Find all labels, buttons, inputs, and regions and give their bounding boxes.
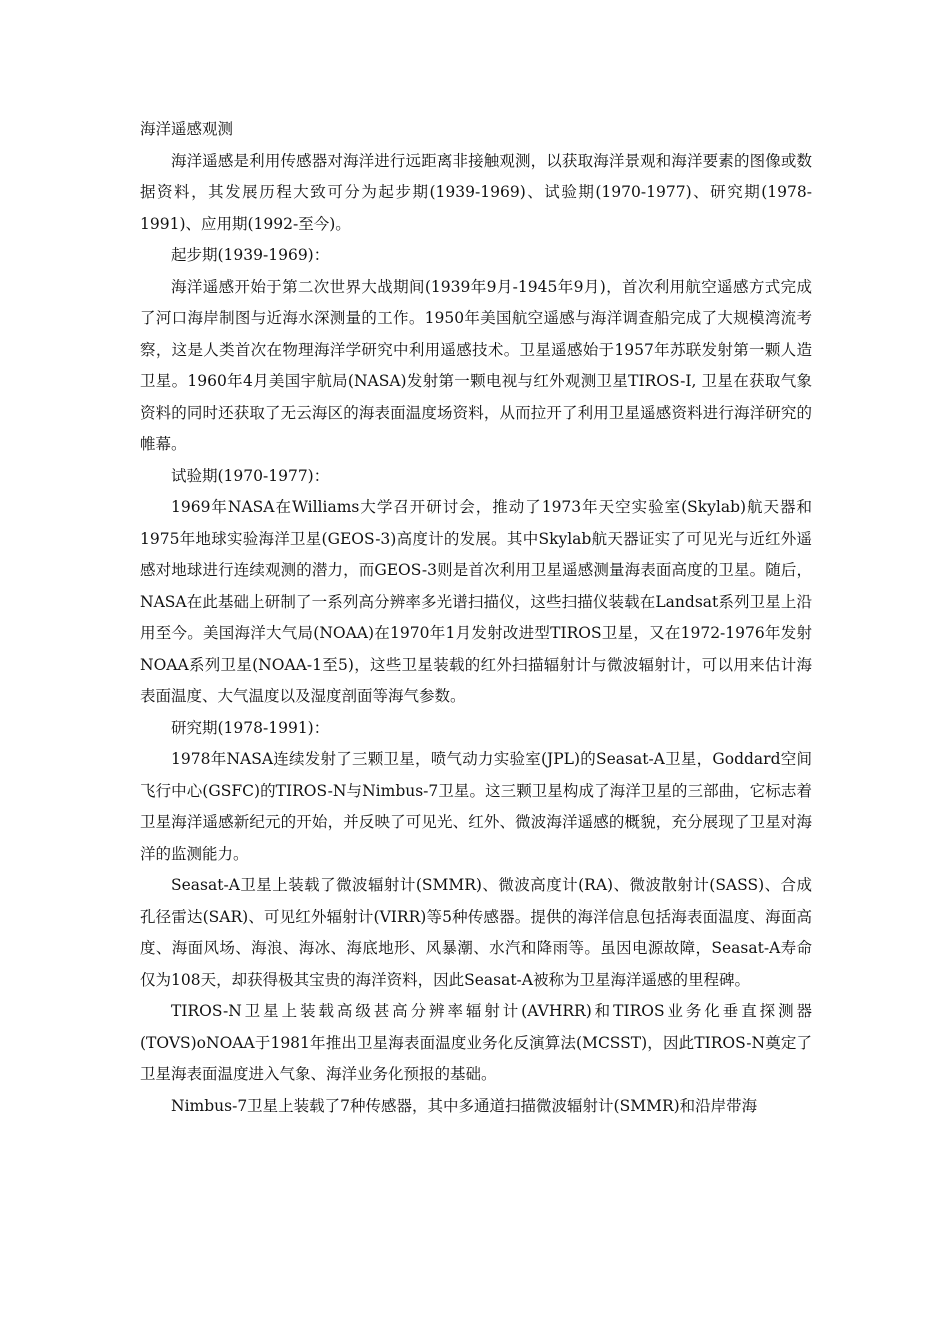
section-heading-startup: 起步期(1939-1969)： [171, 246, 330, 264]
document-title: 海洋遥感观测 [140, 120, 234, 138]
document-page [140, 114, 812, 1122]
paragraph-nimbus: Nimbus-7卫星上装载了7种传感器，其中多通道扫描微波辐射计(SMMR)和沿岸带海 [171, 1096, 758, 1115]
paragraph-seasat: Seasat-A卫星上装载了微波辐射计(SMMR)、微波高度计(RA)、微波散射计(SASS)、合成孔径雷达(SAR)、可见红外辐射计(VIRR)等5种传感器。提供的海洋信息包括海表面温度、海面高度、海面风场、海浪、海冰、海底地形、风暴潮、水汽和降雨等。虽因电源故障，Seasat-A寿命仅为108天，却获得极其宝贵的海洋资料，因此Seasat-A被称为卫星海洋遥感的里程碑。 [140, 876, 812, 989]
section-heading-research: 研究期(1978-1991)： [171, 718, 330, 737]
section-heading-trial: 试验期(1970-1977)： [171, 466, 330, 485]
paragraph-tiros-n: TIROS-N卫星上装载高级甚高分辨率辐射计(AVHRR)和TIROS业务化垂直探测器(TOVS)oNOAA于1981年推出卫星海表面温度业务化反演算法(MCSST)，因此TIROS-N奠定了卫星海表面温度进入气象、海洋业务化预报的基础。 [140, 1002, 812, 1083]
paragraph-startup: 海洋遥感开始于第二次世界大战期间(1939年9月-1945年9月)，首次利用航空遥感方式完成了河口海岸制图与近海水深测量的工作。1950年美国航空遥感与海洋调查船完成了大规模湾流考察，这是人类首次在物理海洋学研究中利用遥感技术。卫星遥感始于1957年苏联发射第一颗人造卫星。1960年4月美国宇航局(NASA)发射第一颗电视与红外观测卫星TIROS-I, 卫星在获取气象资料的同时还获取了无云海区的海表面温度场资料，从而拉开了利用卫星遥感资料进行海洋研究的帷幕。 [140, 277, 812, 453]
paragraph-research-overview: 1978年NASA连续发射了三颗卫星，喷气动力实验室(JPL)的Seasat-A卫星，Goddard空间飞行中心(GSFC)的TIROS-N与Nimbus-7卫星。这三颗卫星构成了海洋卫星的三部曲，它标志着卫星海洋遥感新纪元的开始，并反映了可见光、红外、微波海洋遥感的概貌，充分展现了卫星对海洋的监测能力。 [140, 750, 812, 863]
paragraph-intro: 海洋遥感是利用传感器对海洋进行远距离非接触观测，以获取海洋景观和海洋要素的图像或数据资料，其发展历程大致可分为起步期(1939-1969)、试验期(1970-1977)、研究期(1978-1991)、应用期(1992-至今)。 [140, 151, 812, 233]
paragraph-trial: 1969年NASA在Williams大学召开研讨会，推动了1973年天空实验室(Skylab)航天器和1975年地球实验海洋卫星(GEOS-3)高度计的发展。其中Skylab航天器证实了可见光与近红外遥感对地球进行连续观测的潜力，而GEOS-3则是首次利用卫星遥感测量海表面高度的卫星。随后，NASA在此基础上研制了一系列高分辨率多光谱扫描仪，这些扫描仪装载在Landsat系列卫星上沿用至今。美国海洋大气局(NOAA)在1970年1月发射改进型TIROS卫星，又在1972-1976年发射NOAA系列卫星(NOAA-1至5)，这些卫星装载的红外扫描辐射计与微波辐射计，可以用来估计海表面温度、大气温度以及湿度剖面等海气参数。 [140, 498, 812, 705]
